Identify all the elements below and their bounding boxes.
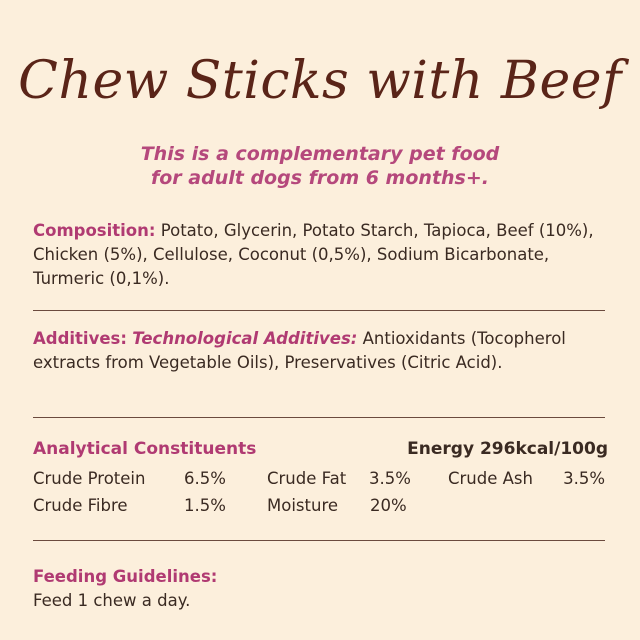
crude-ash-value: 3.5%	[563, 469, 605, 488]
page-title: Chew Sticks with Beef	[18, 51, 622, 111]
crude-protein-label: Crude Protein	[33, 469, 146, 488]
crude-fat-value: 3.5%	[369, 469, 411, 488]
crude-fibre-label: Crude Fibre	[33, 496, 128, 515]
crude-fat-label: Crude Fat	[267, 469, 347, 488]
feeding-label: Feeding Guidelines:	[33, 567, 218, 586]
moisture-value: 20%	[370, 496, 407, 515]
composition-text: Potato, Glycerin, Potato Starch, Tapioca, Beef (10%), Chicken (5%), Cellulose, Coconut (0,5%), Sodium Bicarbonate, Turmeric (0,1%).	[33, 221, 594, 288]
subtitle	[0, 142, 640, 190]
divider-3	[33, 540, 605, 541]
additives-section	[33, 327, 608, 375]
crude-ash-label: Crude Ash	[448, 469, 533, 488]
composition-section	[33, 219, 608, 291]
energy-value: Energy 296kcal/100g	[407, 439, 608, 459]
additives-text: Antioxidants (Tocopherol extracts from Vegetable Oils), Preservatives (Citric Acid).	[33, 329, 566, 372]
subtitle-line-2: for adult dogs from 6 months+.	[150, 167, 489, 189]
divider-2	[33, 417, 605, 418]
additives-label: Additives:	[33, 329, 127, 348]
feeding-text: Feed 1 chew a day.	[33, 591, 191, 610]
composition-label: Composition:	[33, 221, 156, 240]
additives-sublabel: Technological Additives:	[132, 329, 358, 348]
divider-1	[33, 310, 605, 311]
subtitle-line-1: This is a complementary pet food	[140, 143, 500, 165]
crude-fibre-value: 1.5%	[184, 496, 226, 515]
analytical-label: Analytical Constituents	[33, 439, 257, 459]
crude-protein-value: 6.5%	[184, 469, 226, 488]
moisture-label: Moisture	[267, 496, 339, 515]
feeding-section	[33, 565, 608, 613]
